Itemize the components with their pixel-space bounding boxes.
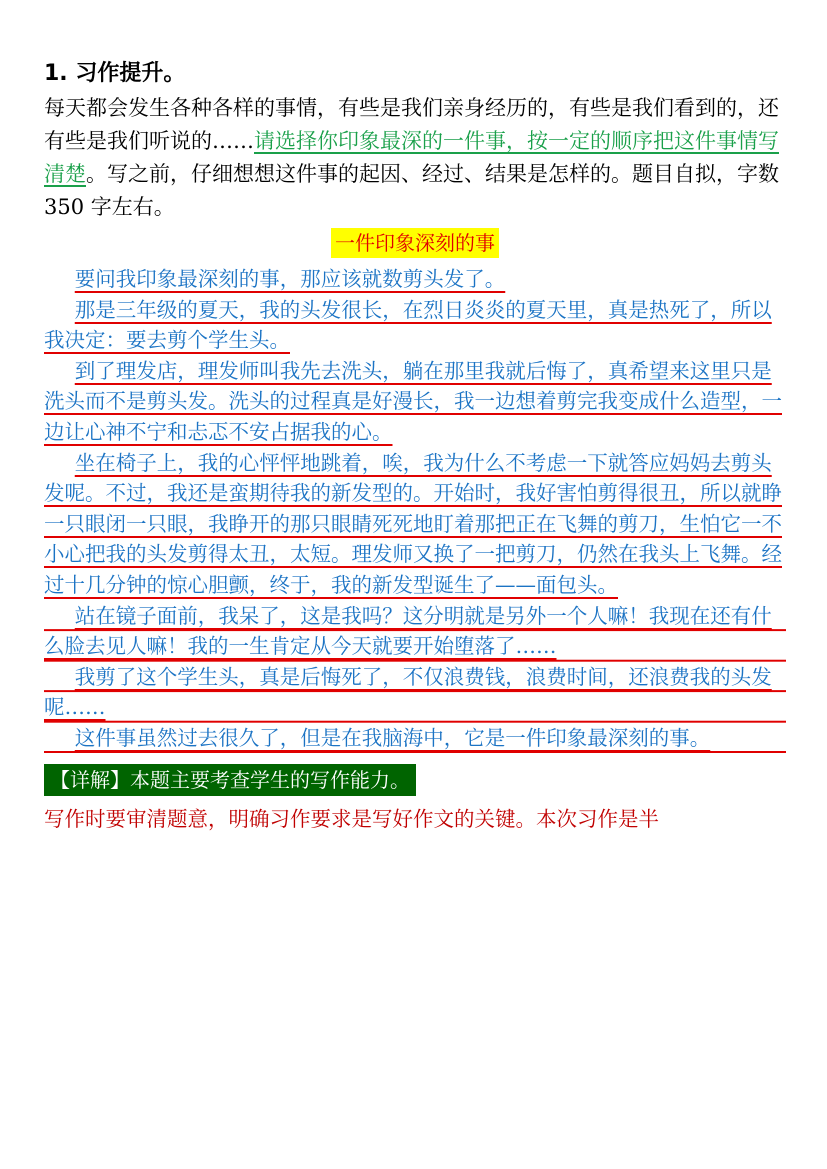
essay-paragraph-4: 坐在椅子上，我的心怦怦地跳着，唉，我为什么不考虑一下就答应妈妈去剪头发呢。不过，我还是蛮期待我的新发型的。开始时，我好害怕剪得很丑，所以就睁一只眼闭一只眼，我睁开的那只眼睛死死地盯着那把正在飞舞的剪刀，生怕它一不小心把我的头发剪得太丑，太短。理发师又换了一把剪刀，仍然在我头上飞舞。经过十几分钟的惊心胆颤，终于，我的新发型诞生了——面包头。 bbox=[44, 450, 782, 597]
essay-paragraph-2: 那是三年级的夏天，我的头发很长，在烈日炎炎的夏天里，真是热死了，所以我决定：要去剪个学生头。 bbox=[44, 297, 772, 353]
essay-paragraph-6: 我剪了这个学生头，真是后悔死了，不仅浪费钱，浪费时间，还浪费我的头发呢…… bbox=[44, 662, 786, 723]
worksheet-page bbox=[44, 56, 786, 836]
essay-paragraph-5: 站在镜子面前，我呆了，这是我吗？这分明就是另外一个人嘛！我现在还有什么脸去见人嘛！我的一生肯定从今天就要开始堕落了…… bbox=[44, 601, 786, 662]
essay-paragraph-7: 这件事虽然过去很久了，但是在我脑海中，它是一件印象最深刻的事。 bbox=[44, 723, 786, 754]
essay-paragraph-1: 要问我印象最深刻的事，那应该就数剪头发了。 bbox=[74, 267, 506, 291]
prompt-text-a: 每天都会发生各种各样的事情，有些是我们亲身经历的，有些是我们看到的，还有些是我们听说的…… bbox=[44, 96, 779, 153]
detail-label: 【详解】本题主要考查学生的写作能力。 bbox=[44, 764, 416, 796]
essay-title-row bbox=[44, 228, 786, 262]
detail-row bbox=[44, 764, 786, 798]
prompt-highlight: 请选择你印象最深的一件事，按一定的顺序把这件事情写清楚 bbox=[44, 129, 779, 186]
question-title: 1. 习作提升。 bbox=[44, 61, 186, 86]
question-prompt bbox=[44, 92, 786, 224]
essay-title: 一件印象深刻的事 bbox=[331, 228, 499, 258]
essay-body bbox=[44, 264, 786, 754]
detail-analysis: 写作时要审清题意，明确习作要求是写好作文的关键。本次习作是半 bbox=[44, 806, 659, 831]
essay-paragraph-3: 到了理发店，理发师叫我先去洗头，躺在那里我就后悔了，真希望来这里只是洗头而不是剪头发。洗头的过程真是好漫长，我一边想着剪完我变成什么造型，一边让心神不宁和忐忑不安占据我的心。 bbox=[44, 358, 782, 444]
prompt-text-b: 。写之前，仔细想想这件事的起因、经过、结果是怎样的。题目自拟，字数 350 字左右。 bbox=[44, 162, 779, 219]
